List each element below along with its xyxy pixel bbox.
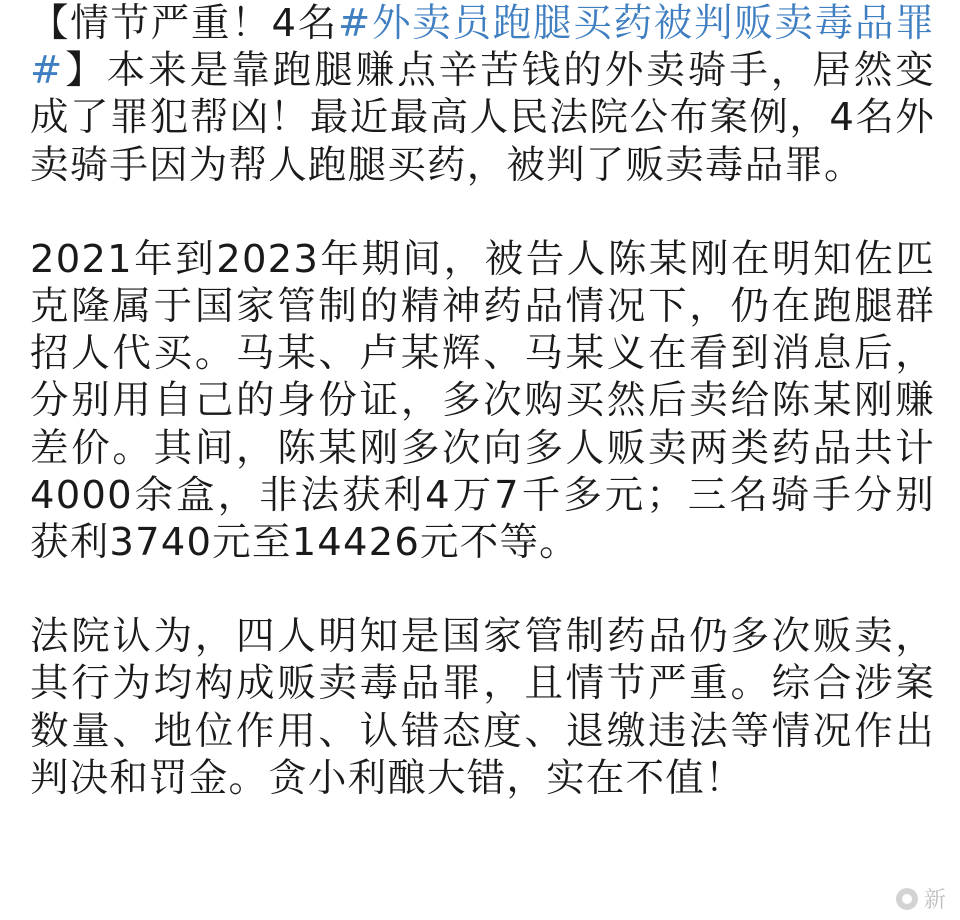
post-lead-text: 【情节严重！4名 — [30, 1, 339, 46]
post-body-text: 】本来是靠跑腿赚点辛苦钱的外卖骑手，居然变成了罪犯帮凶！最近最高人民法院公布案例，4名外卖骑手因为帮人跑腿买药，被判了贩卖毒品罪。 — [30, 48, 935, 188]
post-paragraph-3: 法院认为，四人明知是国家管制药品仍多次贩卖，其行为均构成贩卖毒品罪，且情节严重。综合涉案数量、地位作用、认错态度、退缴违法等情况作出判决和罚金。贪小利酿大错，实在不值！ — [30, 614, 935, 801]
paragraph-spacer — [30, 189, 935, 236]
post-content — [30, 0, 935, 802]
weibo-logo-icon — [896, 888, 918, 910]
post-paragraph-2: 2021年到2023年期间，被告人陈某刚在明知佐匹克隆属于国家管制的精神药品情况下，仍在跑腿群招人代买。马某、卢某辉、马某义在看到消息后，分别用自己的身份证，多次购买然后卖给陈某刚赚差价。其间，陈某刚多次向多人贩卖两类药品共计4000余盒，非法获利4万7千多元；三名骑手分别获利3740元至14426元不等。 — [30, 236, 935, 566]
post-paragraph-1 — [30, 0, 935, 189]
watermark-text: 新 — [923, 888, 946, 913]
watermark — [896, 883, 946, 914]
paragraph-spacer — [30, 566, 935, 613]
hashtag-link[interactable]: #外卖员跑腿买药被判贩卖毒品罪# — [30, 1, 935, 94]
